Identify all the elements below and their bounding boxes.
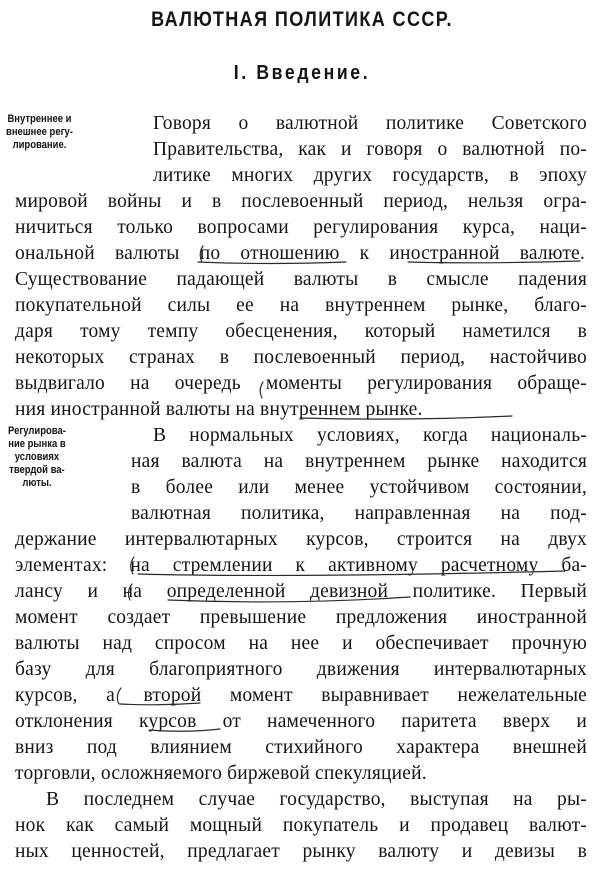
handwritten-bracket bbox=[200, 246, 203, 262]
handwritten-underline bbox=[120, 703, 200, 705]
text-line: момент создает превышение предложения иностранной bbox=[15, 607, 587, 628]
text-line: базу для благоприятного движения интервалютарных bbox=[15, 659, 587, 680]
text-line: ных ценностей, предлагает рынку валюту и девизы в bbox=[15, 841, 587, 862]
handwritten-bracket bbox=[117, 688, 121, 704]
text-line: в более или менее устойчивом состоянии, bbox=[131, 477, 587, 498]
text-line: В последнем случае государство, выступая на ры- bbox=[46, 789, 587, 810]
document-title: ВАЛЮТНАЯ ПОЛИТИКА СССР. bbox=[151, 8, 453, 31]
handwritten-underline bbox=[138, 571, 565, 575]
handwritten-underline bbox=[150, 729, 220, 731]
text-line: даря тому темпу обесценения, который наметился в bbox=[15, 321, 587, 342]
handwritten-bracket bbox=[131, 557, 134, 574]
section-heading: I. Введение. bbox=[233, 62, 371, 84]
text-line: покупательной силы ее на внутреннем рынке, благо- bbox=[15, 295, 587, 316]
text-line: В нормальных условиях, когда националь- bbox=[153, 425, 587, 446]
text-line: ния иностранной валюты на внутреннем рынке. bbox=[15, 399, 423, 420]
text-line: валютная политика, направленная на под- bbox=[131, 503, 587, 524]
handwritten-underline bbox=[300, 416, 512, 419]
text-line: некоторых странах в послевоенный период, настойчиво bbox=[15, 347, 587, 368]
margin-note-regulation: Внутреннее и внешнее регу- лирование. bbox=[6, 113, 73, 151]
text-line: вниз под влиянием стихийного характера внешней bbox=[15, 737, 587, 758]
text-line: ная валюта на внутреннем рынке находится bbox=[131, 451, 587, 472]
text-line: мировой войны и в послевоенный период, нельзя огра- bbox=[15, 191, 587, 212]
text-line: Существование падающей валюты в смысле падения bbox=[15, 269, 587, 290]
text-line: ональной валюты по отношению к иностранной валюте. bbox=[15, 243, 585, 264]
text-line: литике многих других государств, в эпоху bbox=[153, 165, 587, 186]
text-line: отклонения курсов от намеченного паритета вверх и bbox=[15, 711, 587, 732]
text-line: выдвигало на очередь моменты регулирования обраще- bbox=[15, 373, 587, 394]
text-line: лансу и на определенной девизной политике. Первый bbox=[15, 581, 587, 602]
text-line: торговли, осложняемого биржевой спекуляцией. bbox=[15, 763, 427, 784]
text-line: элементах: на стремлении к активному расчетному ба- bbox=[15, 555, 587, 576]
handwritten-underline bbox=[198, 262, 346, 264]
text-line: ничиться только вопросами регулирования курса, наци- bbox=[15, 217, 587, 238]
handwritten-underline bbox=[408, 261, 580, 263]
text-line: нок как самый мощный покупатель и продавец валют- bbox=[15, 815, 587, 836]
text-line: валюты над спросом на нее и обеспечивает прочную bbox=[15, 633, 587, 654]
handwritten-underline bbox=[168, 597, 410, 602]
text-line: держание интервалютарных курсов, строится на двух bbox=[15, 529, 587, 550]
text-line: курсов, а второй момент выравнивает нежелательные bbox=[15, 685, 587, 706]
handwritten-bracket bbox=[128, 584, 132, 600]
handwritten-bracket bbox=[260, 382, 263, 398]
margin-note-market: Регулирова- ние рынка в условиях твердой ва- люты. bbox=[8, 425, 66, 489]
text-line: Правительства, как и говоря о валютной по- bbox=[153, 139, 587, 160]
text-line: Говоря о валютной политике Советского bbox=[153, 113, 587, 134]
